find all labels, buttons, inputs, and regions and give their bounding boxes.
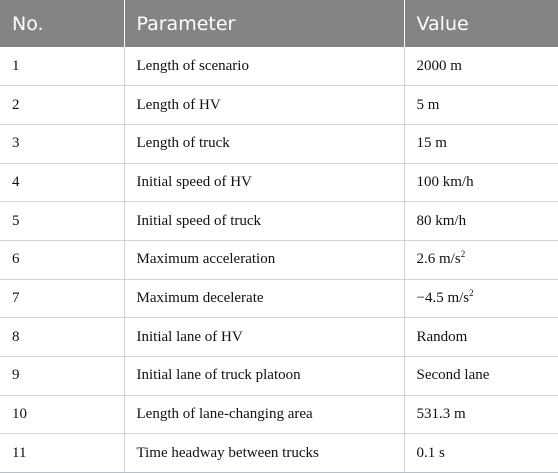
cell-value [404, 202, 558, 241]
cell-no: 7 [0, 279, 124, 318]
table-row [0, 202, 558, 241]
table-row [0, 279, 558, 318]
cell-value-text: 531.3 m [416, 406, 466, 423]
cell-value [404, 357, 558, 396]
cell-value-superscript: 2 [460, 249, 466, 260]
cell-value [404, 279, 558, 318]
cell-value-text: 2000 m [416, 57, 462, 74]
cell-parameter: Initial speed of HV [124, 163, 404, 202]
cell-value-text: 80 km/h [416, 212, 467, 229]
cell-value [404, 163, 558, 202]
table-row [0, 357, 558, 396]
cell-no: 6 [0, 240, 124, 279]
table-row [0, 395, 558, 434]
cell-parameter: Length of truck [124, 124, 404, 163]
cell-parameter: Maximum acceleration [124, 240, 404, 279]
cell-parameter: Initial lane of truck platoon [124, 357, 404, 396]
cell-parameter: Maximum decelerate [124, 279, 404, 318]
cell-no: 1 [0, 47, 124, 86]
cell-no: 8 [0, 318, 124, 357]
cell-value-text: Second lane [416, 367, 490, 384]
cell-value-text: 5 m [416, 96, 440, 113]
cell-no: 3 [0, 124, 124, 163]
cell-value [404, 86, 558, 125]
table-row [0, 86, 558, 125]
cell-parameter: Length of HV [124, 86, 404, 125]
cell-value-text: Random [416, 328, 468, 345]
table-row [0, 163, 558, 202]
cell-no: 2 [0, 86, 124, 125]
cell-parameter: Initial lane of HV [124, 318, 404, 357]
cell-no: 4 [0, 163, 124, 202]
table-row [0, 240, 558, 279]
cell-no: 5 [0, 202, 124, 241]
table-row [0, 124, 558, 163]
cell-parameter: Initial speed of truck [124, 202, 404, 241]
table-row [0, 434, 558, 473]
header-no: No. [0, 0, 124, 47]
table-row [0, 47, 558, 86]
cell-value-superscript: 2 [469, 287, 474, 298]
cell-no: 10 [0, 395, 124, 434]
cell-no: 11 [0, 434, 124, 473]
cell-value [404, 240, 558, 279]
cell-value-text: 15 m [416, 135, 447, 152]
cell-no: 9 [0, 357, 124, 396]
cell-parameter: Time headway between trucks [124, 434, 404, 473]
table-body [0, 47, 558, 473]
cell-value [404, 434, 558, 473]
cell-parameter: Length of scenario [124, 47, 404, 86]
cell-value [404, 318, 558, 357]
cell-value [404, 124, 558, 163]
header-parameter: Parameter [124, 0, 404, 47]
cell-value-text: 100 km/h [416, 173, 474, 190]
header-value: Value [404, 0, 558, 47]
cell-value-text: 2.6 m/s [416, 251, 461, 268]
cell-value-text: −4.5 m/s [416, 289, 470, 306]
cell-value-text: 0.1 s [416, 444, 445, 461]
header-row [0, 0, 558, 47]
cell-value [404, 395, 558, 434]
cell-parameter: Length of lane-changing area [124, 395, 404, 434]
table-header [0, 0, 558, 47]
table-row [0, 318, 558, 357]
cell-value [404, 47, 558, 86]
